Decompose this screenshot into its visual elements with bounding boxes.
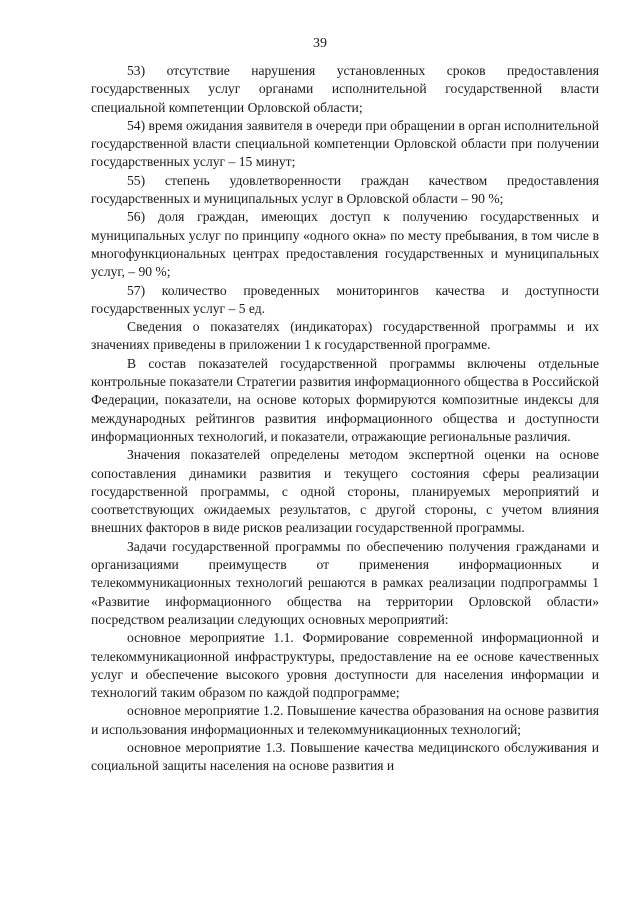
paragraph-program-tasks: Задачи государственной программы по обеспечению получения гражданами и организациями преимуществ от применения информационных и телекоммуникационных технологий решаются в рамках реализации подпрограммы 1 «Развитие информационного общества на территории Орловской области» посредством реализации следующих основных мероприятий: [91, 538, 599, 627]
paragraph-indicator-55: 55) степень удовлетворенности граждан качеством предоставления государственных и муниципальных услуг в Орловской области – 90 %; [91, 172, 599, 207]
paragraph-indicator-56: 56) доля граждан, имеющих доступ к получению государственных и муниципальных услуг по принципу «одного окна» по месту пребывания, в том числе в многофункциональных центрах предоставления государственных и муниципальных услуг, – 90 %; [91, 209, 599, 280]
paragraph-indicator-57: 57) количество проведенных мониторингов качества и доступности государственных услуг – 5 ед. [91, 282, 599, 316]
paragraph-activity-1-3: основное мероприятие 1.3. Повышение качества медицинского обслуживания и социальной защиты населения на основе развития и [91, 739, 599, 774]
paragraph-indicator-53: 53) отсутствие нарушения установленных сроков предоставления государственных услуг органами исполнительной государственной власти специальной компетенции Орловской области; [91, 63, 599, 115]
paragraph-indicators-values: Значения показателей определены методом экспертной оценки на основе сопоставления динамики развития и текущего состояния сферы реализации государственной программы, с одной стороны, планируемых мероприятий и соответствующих ожидаемых результатов, с другой стороны, с учетом влияния внешних факторов в виде рисков реализации государственной программы. [91, 447, 599, 536]
page-number: 39 [313, 36, 327, 51]
paragraph-activity-1-2: основное мероприятие 1.2. Повышение качества образования на основе развития и использования информационных и телекоммуникационных технологий; [91, 703, 599, 737]
paragraph-indicators-composition: В состав показателей государственной программы включены отдельные контрольные показатели Стратегии развития информационного общества в Российской Федерации, показатели, на основе которых формируются композитные индексы для международных рейтингов развития информационного общества и доступности информационных технологий, и показатели, отражающие региональные различия. [91, 355, 599, 444]
paragraph-indicator-54: 54) время ожидания заявителя в очереди при обращении в орган исполнительной государственной власти специальной компетенции Орловской области при получении государственных услуг – 15 минут; [91, 117, 599, 170]
document-body [91, 62, 599, 776]
paragraph-indicators-info: Сведения о показателях (индикаторах) государственной программы и их значениях приведены в приложении 1 к государственной программе. [91, 319, 599, 353]
paragraph-activity-1-1: основное мероприятие 1.1. Формирование современной информационной и телекоммуникационной инфраструктуры, предоставление на ее основе качественных услуг и обеспечение высокого уровня доступности для населения информации и технологий таким образом по каждой подпрограмме; [91, 630, 599, 701]
